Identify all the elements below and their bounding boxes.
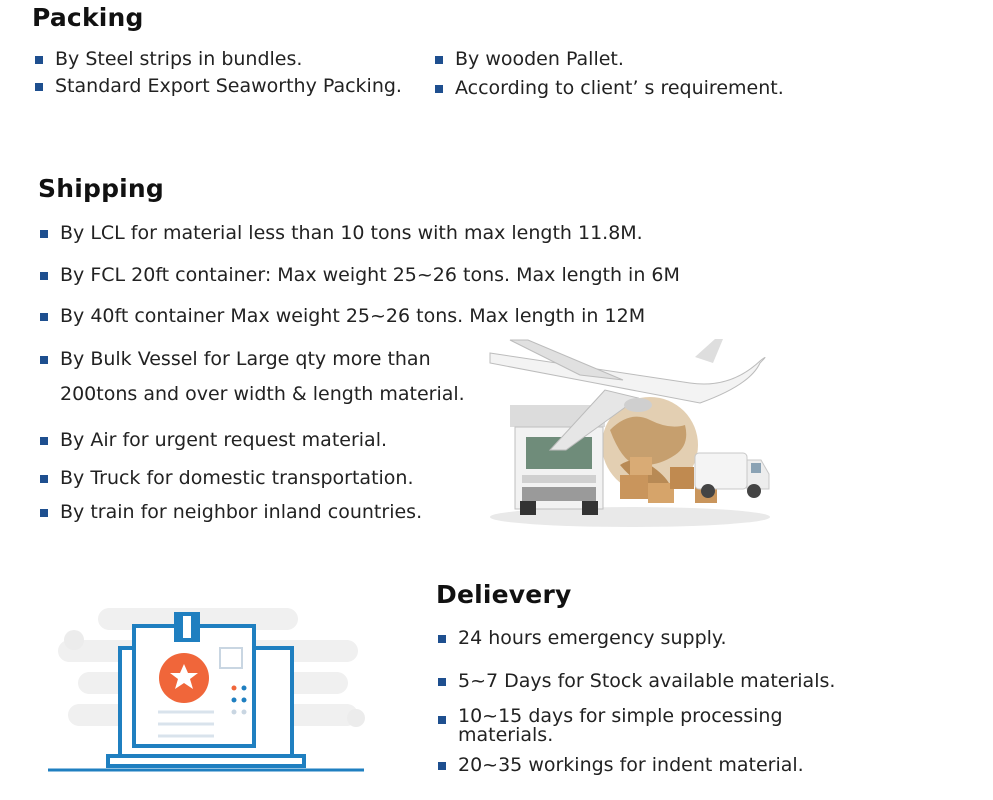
bullet-icon: [40, 475, 48, 483]
delivery-item: 10~15 days for simple processing: [438, 707, 783, 726]
shipping-item: By 40ft container Max weight 25~26 tons. Max length in 12M: [40, 307, 645, 326]
logistics-illustration: [470, 335, 780, 535]
shipping-title: Shipping: [38, 174, 165, 203]
shipping-item: By Bulk Vessel for Large qty more than: [40, 350, 431, 369]
laptop-document-illustration: [38, 600, 373, 780]
packing-item: Standard Export Seaworthy Packing.: [35, 77, 402, 96]
shipping-item: By train for neighbor inland countries.: [40, 503, 422, 522]
bullet-icon: [438, 716, 446, 724]
packing-title: Packing: [32, 3, 144, 32]
shipping-item: By FCL 20ft container: Max weight 25~26 tons. Max length in 6M: [40, 266, 680, 285]
shipping-item-continuation: 200tons and over width & length material.: [60, 383, 465, 405]
bullet-icon: [40, 437, 48, 445]
shipping-item: By Air for urgent request material.: [40, 431, 387, 450]
delivery-item: 24 hours emergency supply.: [438, 629, 726, 648]
shipping-item: By Truck for domestic transportation.: [40, 469, 414, 488]
bullet-icon: [435, 85, 443, 93]
delivery-item: 20~35 workings for indent material.: [438, 756, 804, 775]
bullet-icon: [438, 678, 446, 686]
delivery-item: 5~7 Days for Stock available materials.: [438, 672, 835, 691]
bullet-icon: [40, 356, 48, 364]
delivery-title: Delievery: [436, 580, 572, 609]
packing-item: By wooden Pallet.: [435, 50, 624, 69]
bullet-icon: [40, 313, 48, 321]
bullet-icon: [435, 56, 443, 64]
delivery-item-continuation: materials.: [458, 724, 554, 746]
packing-item: By Steel strips in bundles.: [35, 50, 302, 69]
bullet-icon: [40, 509, 48, 517]
packing-item: According to client’ s requirement.: [435, 79, 784, 98]
shipping-item: By LCL for material less than 10 tons with max length 11.8M.: [40, 224, 643, 243]
bullet-icon: [438, 635, 446, 643]
bullet-icon: [40, 230, 48, 238]
van-icon: [695, 453, 769, 498]
bullet-icon: [35, 83, 43, 91]
bullet-icon: [438, 762, 446, 770]
bullet-icon: [40, 272, 48, 280]
bullet-icon: [35, 56, 43, 64]
